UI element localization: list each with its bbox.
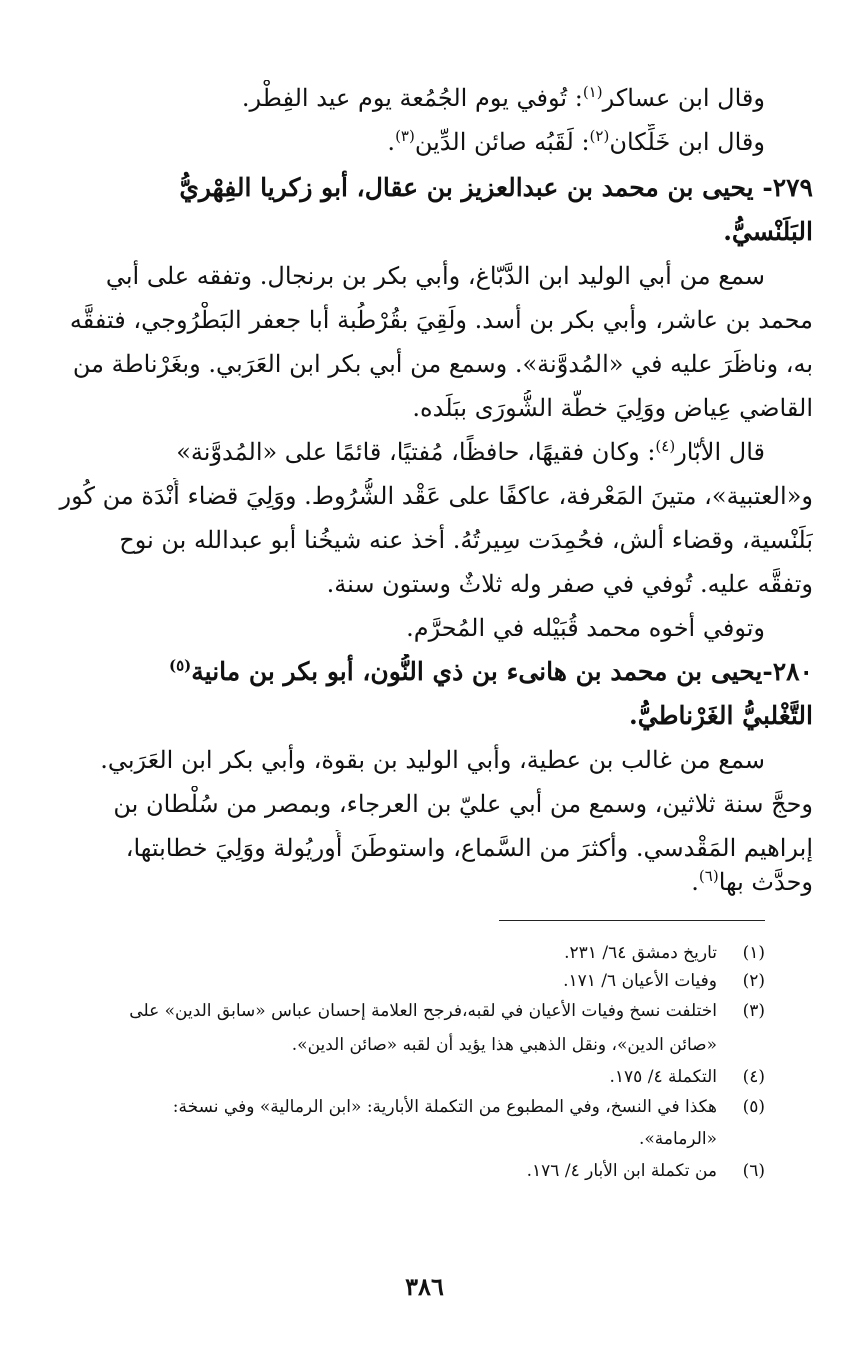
footnote-text: وفيات الأعيان ٦/ ١٧١.	[563, 971, 717, 991]
entry-heading	[23, 214, 813, 250]
text-run: وتوفي أخوه محمد قُبَيْله في المُحرَّم.	[406, 614, 765, 642]
footnote	[25, 968, 765, 994]
footnote-number: (٥)	[742, 1097, 765, 1117]
footnote-ref[interactable]: (١)	[582, 83, 603, 101]
footnote-ref[interactable]: (٦)	[698, 867, 719, 885]
body-line	[0, 434, 813, 470]
body-line	[23, 566, 813, 602]
text-run: : لَقَبُه صائن الدِّين	[414, 128, 590, 156]
text-run: قال الأبّار	[675, 438, 765, 466]
text-run: بَلَنْسية، وقضاء ألش، فحُمِدَت سِيرتُهُ. أخذ عنه شيخُنا أبو عبدالله بن نوح	[119, 526, 813, 554]
footnote-ref[interactable]: (٣)	[395, 127, 415, 145]
footnote-text: تاريخ دمشق ٦٤/ ٢٣١.	[564, 943, 717, 963]
text-run: : وكان فقيهًا، حافظًا، مُفتيًا، قائمًا على «المُدوَّنة»	[176, 438, 656, 466]
heading-text: البَلَنْسيُّ.	[723, 217, 813, 246]
footnote-text: من تكملة ابن الأبار ٤/ ١٧٦.	[526, 1161, 717, 1181]
footnote-number: (٦)	[742, 1161, 765, 1181]
text-run: وتفقَّه عليه. تُوفي في صفر وله ثلاثٌ وستون سنة.	[326, 570, 813, 598]
body-line	[23, 864, 813, 900]
text-run: القاضي عِياض ووَلِيَ خطَّة الشُّورَى ببَلَده.	[412, 394, 813, 422]
footnote-text: «الرمامة».	[639, 1129, 717, 1149]
footnote-text: التكملة ٤/ ١٧٥.	[609, 1067, 717, 1087]
footnote-continuation	[25, 1126, 717, 1152]
text-run: به، وناظَرَ عليه في «المُدوَّنة». وسمع من أبي بكر ابن العَرَبي. وبغَرْناطة من	[72, 350, 813, 378]
text-run: .	[691, 868, 699, 896]
body-line	[23, 522, 813, 558]
entry-heading	[23, 698, 813, 734]
text-run: محمد بن عاشر، وأبي بكر بن أسد. ولَقِيَ بقُرْطُبة أبا جعفر البَطْرُوجي، فتفقَّه	[69, 306, 813, 334]
entry-heading	[23, 170, 813, 206]
body-line	[0, 742, 813, 778]
footnote-number: (٤)	[742, 1067, 765, 1087]
text-run: وحجَّ سنة ثلاثين، وسمع من أبي عليّ بن العرجاء، وبمصر من سُلْطان بن	[113, 790, 813, 818]
body-line	[23, 346, 813, 382]
text-run: وحدَّث بها	[718, 868, 813, 896]
text-run: وقال ابن خَلِّكان	[609, 128, 765, 156]
footnote	[25, 1094, 765, 1120]
footnote-ref[interactable]: (٥)	[168, 656, 192, 675]
body-line	[23, 302, 813, 338]
text-run: سمع من أبي الوليد ابن الدَّبّاغ، وأبي بكر بن برنجال. وتفقه على أبي	[105, 262, 765, 290]
heading-text: التَّغْلبيُّ الغَرْناطيُّ.	[629, 701, 813, 730]
body-line	[0, 258, 813, 294]
text-run: و«العتبية»، متينَ المَعْرفة، عاكفًا على عَقْد الشُّرُوط. ووَلِيَ قضاء أُنْدَة من كُور	[59, 482, 813, 510]
text-run: سمع من غالب بن عطية، وأبي الوليد بن بقوة، وأبي بكر ابن العَرَبي.	[100, 746, 765, 774]
body-line	[23, 390, 813, 426]
body-line	[23, 786, 813, 822]
body-line	[0, 80, 813, 116]
footnote	[25, 940, 765, 966]
footnote-divider	[499, 920, 765, 921]
footnote-text: هكذا في النسخ، وفي المطبوع من التكملة الأبارية: «ابن الرمالية» وفي نسخة:	[172, 1097, 717, 1117]
footnote-number: (٣)	[742, 1001, 765, 1021]
text-run: إبراهيم المَقْدسي. وأكثرَ من السَّماع، واستوطَنَ أُوريُولة ووَلِيَ خطابتها،	[125, 834, 813, 862]
footnote	[25, 1158, 765, 1184]
footnote-ref[interactable]: (٢)	[589, 127, 610, 145]
body-line	[0, 610, 813, 646]
text-run: .	[387, 128, 396, 156]
footnote-ref[interactable]: (٤)	[655, 437, 676, 455]
footnote	[25, 1064, 765, 1090]
heading-text: ٢٧٩- يحيى بن محمد بن عبدالعزيز بن عقال، أبو زكريا الفِهْريُّ	[179, 173, 813, 202]
entry-heading	[23, 654, 813, 690]
body-line	[23, 478, 813, 514]
footnote-number: (٢)	[742, 971, 765, 991]
text-run: : تُوفي يوم الجُمُعة يوم عيد الفِطْر.	[241, 84, 583, 112]
page-number: ٣٨٦	[405, 1272, 444, 1301]
footnote	[25, 998, 765, 1024]
text-run: وقال ابن عساكر	[602, 84, 765, 112]
footnote-text: «صائن الدين»، ونقل الذهبي هذا يؤيد أن لقبه «صائن الدين».	[291, 1035, 717, 1055]
body-line	[0, 124, 813, 160]
body-line	[23, 830, 813, 866]
heading-text: ٢٨٠-يحيى بن محمد بن هانىء بن ذي النُّون، أبو بكر بن مانية	[191, 657, 813, 686]
footnote-continuation	[25, 1032, 717, 1058]
footnote-number: (١)	[742, 943, 765, 963]
footnote-text: اختلفت نسخ وفيات الأعيان في لقبه،فرجح العلامة إحسان عباس «سابق الدين» على	[129, 1001, 717, 1021]
